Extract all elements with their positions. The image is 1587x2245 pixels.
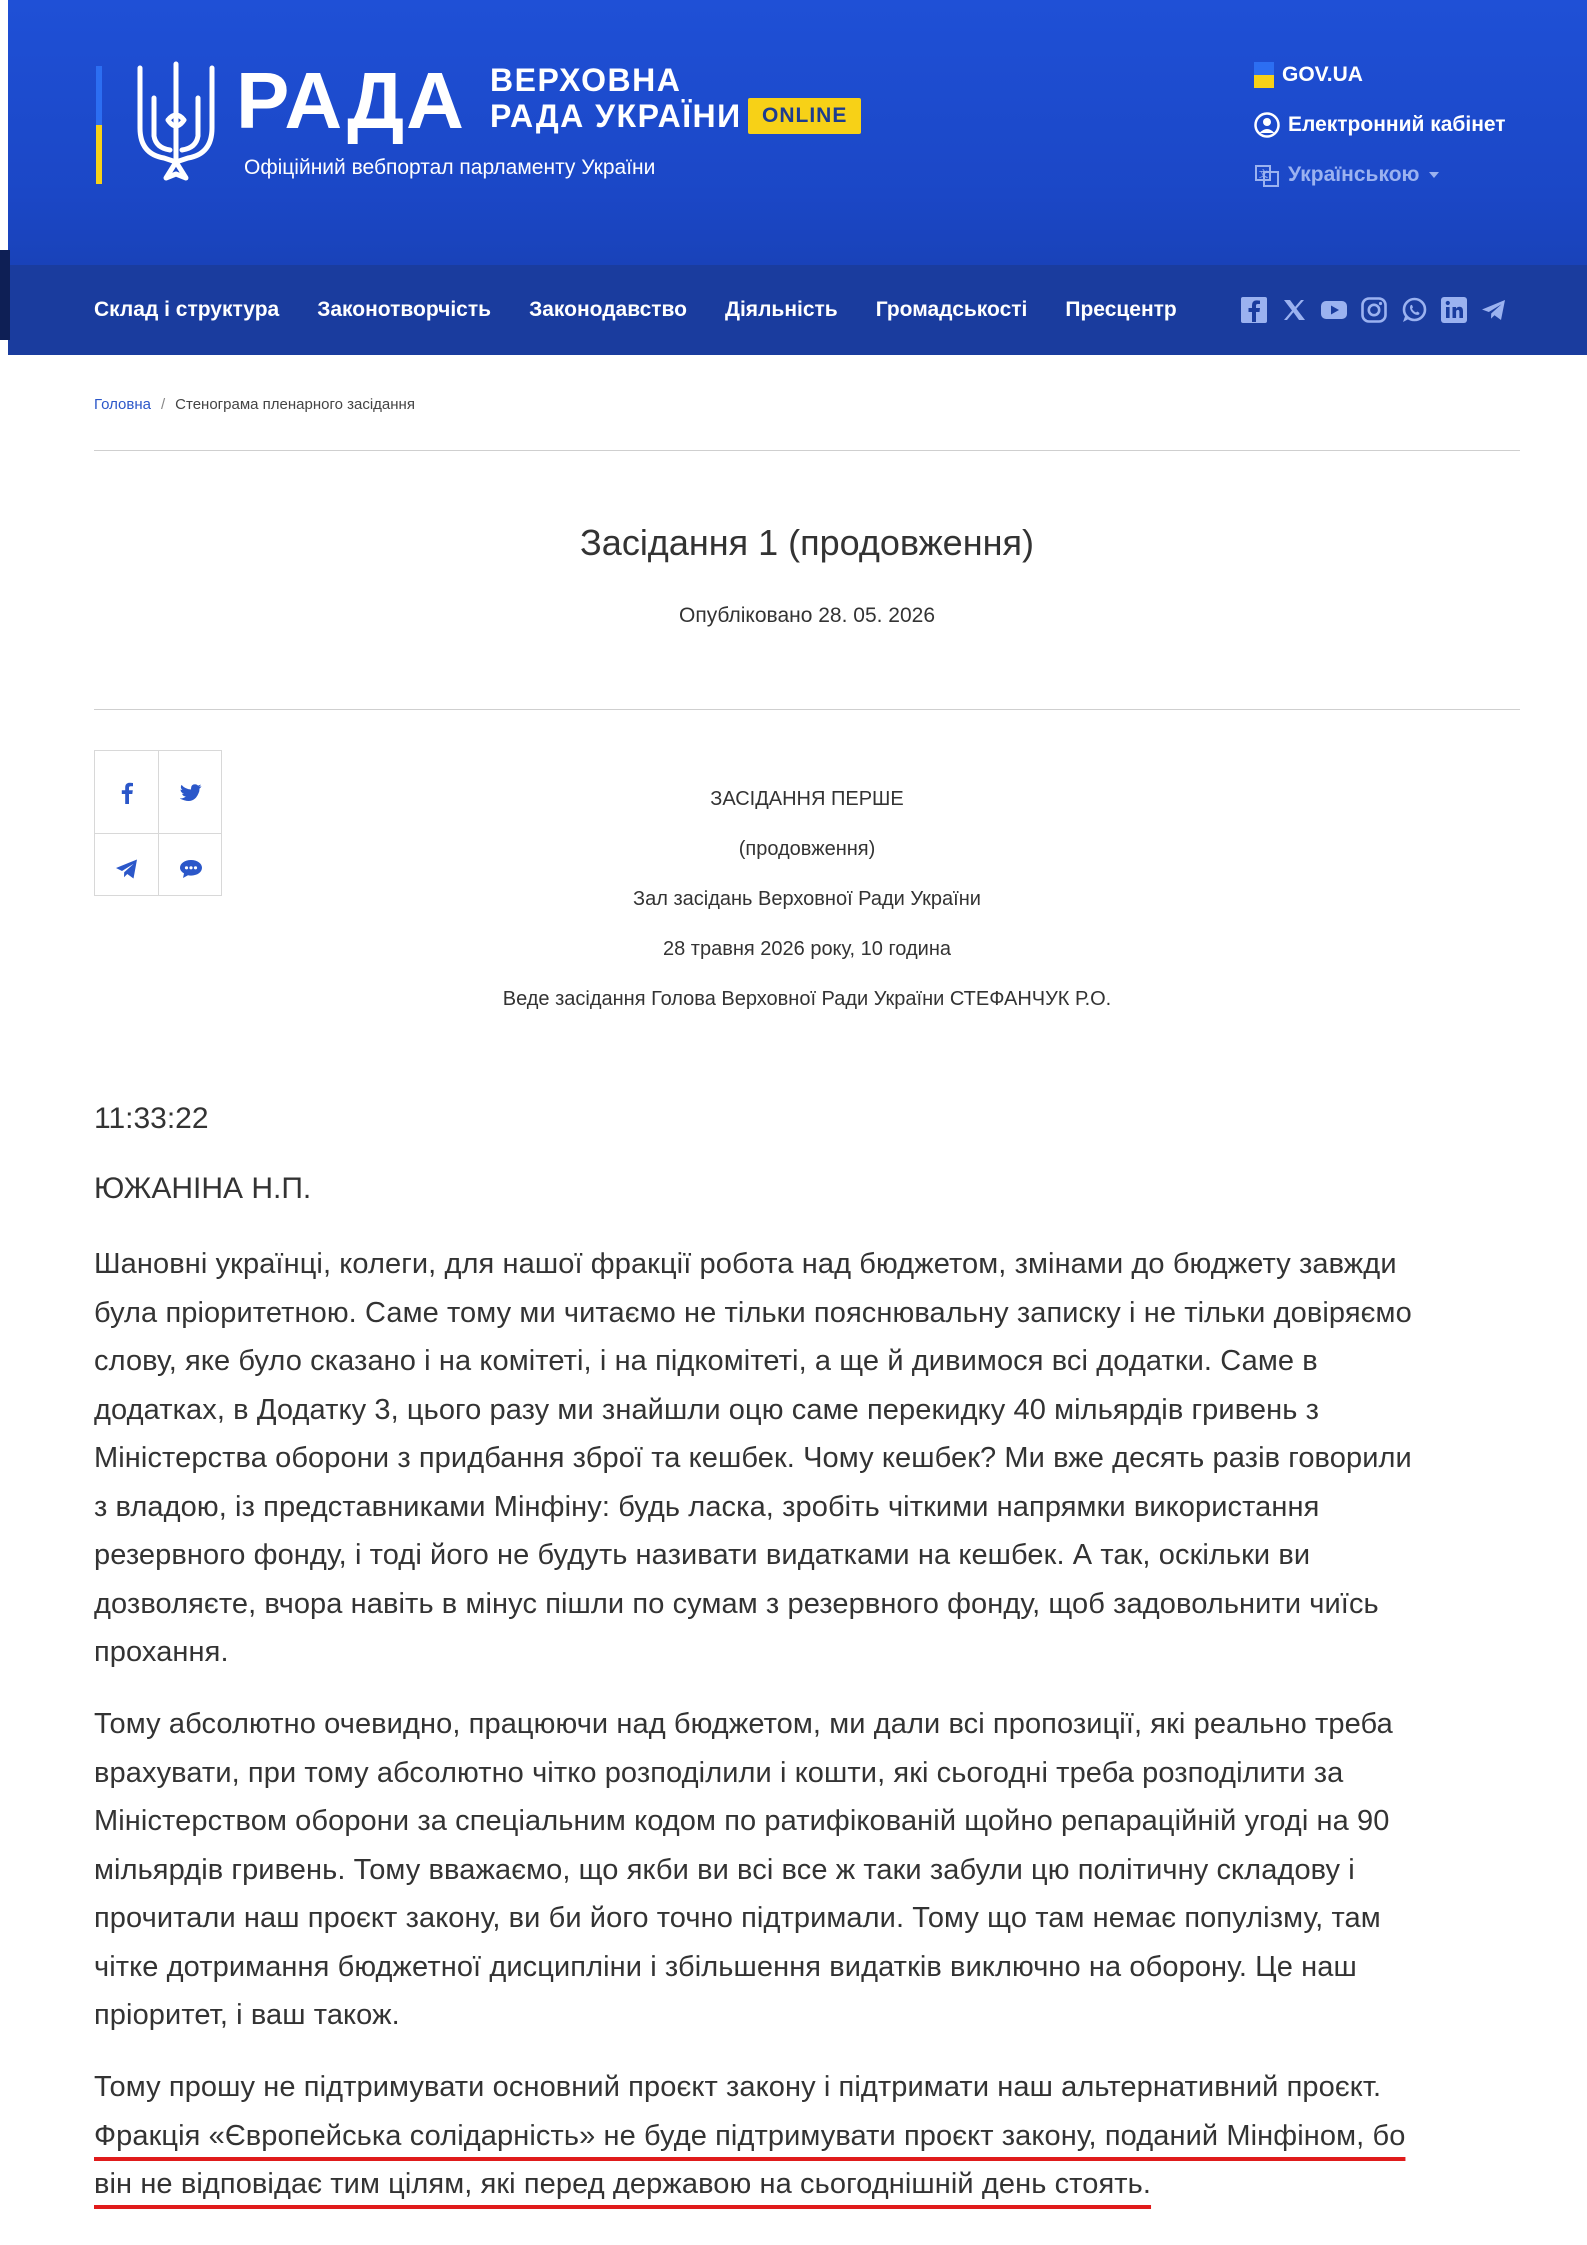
session-date: 28 травня 2026 року, 10 година: [663, 938, 951, 960]
divider: [94, 709, 1520, 710]
breadcrumb: [94, 396, 415, 413]
telegram-icon: [115, 858, 139, 880]
nav-item-press[interactable]: Пресцентр: [1065, 298, 1177, 321]
user-circle-icon: [1254, 112, 1280, 138]
brand-subtitle-line2: РАДА УКРАЇНИ: [490, 98, 742, 134]
breadcrumb-separator: /: [161, 396, 166, 413]
transcript-paragraph: [94, 2063, 1424, 2209]
whatsapp-icon[interactable]: [1400, 296, 1428, 324]
published-date: Опубліковано 28. 05. 2026: [678, 604, 936, 627]
session-chair: Веде засідання Голова Верховної Ради України СТЕФАНЧУК Р.О.: [502, 988, 1112, 1010]
divider: [94, 450, 1520, 451]
nav-item-public[interactable]: Громадськості: [875, 298, 1028, 321]
highlighted-statement: Фракція «Європейська солідарність» не буде підтримувати проєкт закону, поданий Мінфіном, бо він не відповідає тим цілям, які перед державою на сьогоднішній день стоять.: [94, 2119, 1406, 2200]
x-icon[interactable]: [1280, 296, 1308, 324]
breadcrumb-current: Стенограма пленарного засідання: [175, 396, 415, 413]
social-links: [1240, 265, 1508, 355]
electronic-cabinet-link[interactable]: [1254, 112, 1506, 138]
linkedin-icon[interactable]: [1440, 296, 1468, 324]
translate-icon: [1254, 162, 1280, 188]
comment-icon: [179, 859, 203, 879]
header-top-band: [8, 0, 1587, 265]
nav-item-legislation[interactable]: Законодавство: [529, 298, 688, 321]
language-label: Українською: [1288, 163, 1420, 186]
chevron-down-icon: [1427, 170, 1441, 180]
ukraine-flag-icon: [1254, 62, 1274, 88]
trident-logo-icon[interactable]: [134, 58, 218, 186]
youtube-icon[interactable]: [1320, 296, 1348, 324]
facebook-icon[interactable]: [1240, 296, 1268, 324]
share-buttons: [94, 750, 222, 896]
transcript-paragraph: Тому абсолютно очевидно, працюючи над бюджетом, ми дали всі пропозиції, які реально треба врахувати, при тому абсолютно чітко розподілили і кошти, які сьогодні треба розподілити за Міністерством оборони за спеціальним кодом по ратифікованій щойно репараційній угоді на 90 мільярдів гривень. Тому вважаємо, що якби ви всі все ж таки забули цю політичну складову і прочитали наш проєкт закону, ви би його точно підтримали. Тому що там немає популізму, там чітке дотримання бюджетної дисципліни і збільшення видатків виключно на оборону. Це наш пріоритет, і ваш також.: [94, 1708, 1393, 2031]
session-continuation: (продовження): [738, 838, 876, 860]
main-nav: [8, 265, 1587, 355]
header-tagline: Офіційний вебпортал парламенту України: [244, 156, 656, 179]
govua-label: GOV.UA: [1282, 63, 1363, 86]
online-badge: ONLINE: [748, 98, 861, 134]
svg-text:文: 文: [1259, 170, 1269, 180]
site-header: [8, 0, 1587, 355]
header-shadow: [0, 250, 10, 340]
breadcrumb-home-link[interactable]: Головна: [94, 396, 151, 413]
paragraph-text: Тому прошу не підтримувати основний проєкт закону і підтримати наш альтернативний проєкт.: [94, 2071, 1382, 2103]
telegram-icon[interactable]: [1480, 296, 1508, 324]
nav-item-structure[interactable]: Склад і структура: [94, 298, 280, 321]
flag-stripe: [96, 66, 102, 184]
language-selector[interactable]: [1254, 162, 1441, 188]
nav-item-lawmaking[interactable]: Законотворчість: [317, 298, 492, 321]
transcript-paragraph: Шановні українці, колеги, для нашої фракції робота над бюджетом, змінами до бюджету завжди була пріоритетною. Саме тому ми читаємо не тільки пояснювальну записку і не тільки довіряємо слову, яке було сказано і на комітеті, і на підкомітеті, а ще й дивимося всі додатки. Саме в додатках, в Додатку 3, цього разу ми знайшли оцю саме перекидку 40 мільярдів гривень з Міністерства оборони з придбання зброї та кешбек. Чому кешбек? Ми вже десять разів говорили з владою, із представниками Мінфіну: будь ласка, зробіть чіткими напрямки використання резервного фонду, і тоді його не будуть називати видатками на кешбек. А так, оскільки ви дозволяєте, вчора навіть в мінус пішли по сумам з резервного фонду, щоб задовольнити чиїсь прохання.: [94, 1248, 1412, 1668]
brand-title[interactable]: РАДА: [236, 56, 466, 145]
instagram-icon[interactable]: [1360, 296, 1388, 324]
govua-link[interactable]: [1254, 62, 1363, 88]
cabinet-label: Електронний кабінет: [1288, 113, 1506, 136]
page-title: Засідання 1 (продовження): [580, 522, 1034, 563]
session-venue: Зал засідань Верховної Ради України: [633, 888, 981, 910]
speaker-name: ЮЖАНІНА Н.П.: [94, 1172, 312, 1205]
session-title: ЗАСІДАННЯ ПЕРШЕ: [710, 788, 904, 810]
brand-subtitle-line1: ВЕРХОВНА: [490, 62, 682, 98]
timestamp: 11:33:22: [94, 1102, 209, 1135]
nav-item-activity[interactable]: Діяльність: [725, 298, 838, 321]
